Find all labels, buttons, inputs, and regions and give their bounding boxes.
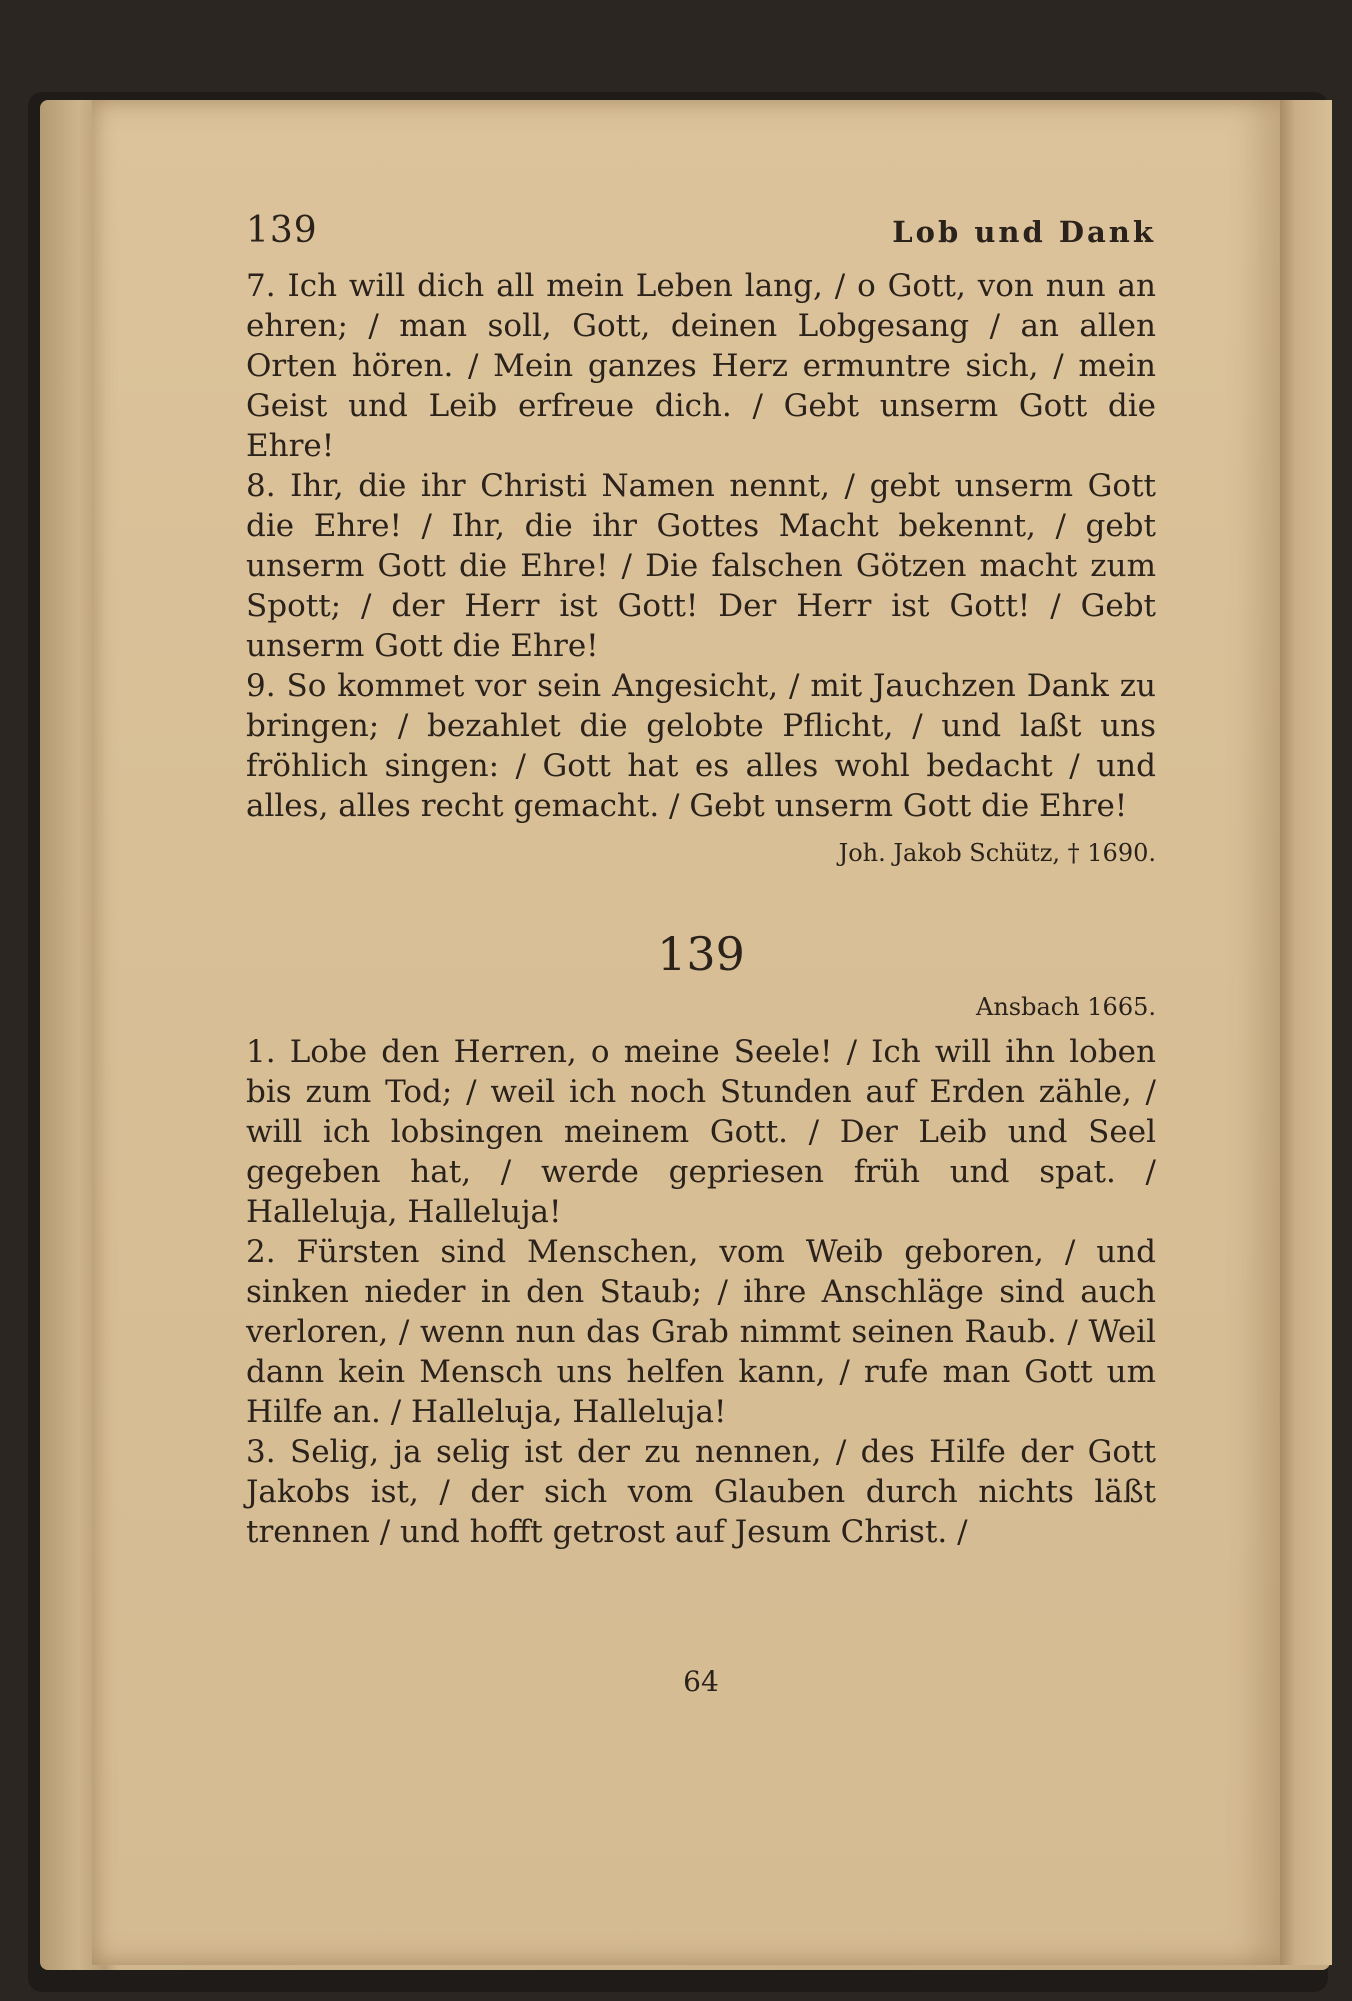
folio-number: 64 bbox=[683, 1665, 719, 1698]
verse-3: 3. Selig, ja selig ist der zu nennen, / des Hilfe der Gott Jakobs ist, / der sich vom Glauben durch nichts läßt trennen / und hofft getrost auf Jesum Christ. / bbox=[246, 1434, 1156, 1550]
verse-8: 8. Ihr, die ihr Christi Namen nennt, / gebt unserm Gott die Ehre! / Ihr, die ihr Gottes Macht bekennt, / gebt unserm Gott die Ehre! / Die falschen Götzen macht zum Spott; / der Herr ist Gott! Der Herr ist Gott! / Gebt unserm Gott die Ehre! bbox=[246, 468, 1156, 664]
author-attribution: Joh. Jakob Schütz, † 1690. bbox=[838, 839, 1156, 867]
hymn-source: Ansbach 1665. bbox=[975, 993, 1156, 1021]
hymn-number: 139 bbox=[657, 927, 745, 981]
verse-1: 1. Lobe den Herren, o meine Seele! / Ich will ihn loben bis zum Tod; / weil ich noch Stunden auf Erden zähle, / will ich lobsingen meinem Gott. / Der Leib und Seel gegeben hat, / werde gepriesen früh und spat. / Halleluja, Halleluja! bbox=[246, 1034, 1156, 1230]
hymn-page-number: 139 bbox=[246, 210, 318, 251]
page-header bbox=[246, 210, 1156, 266]
verse-9: 9. So kommet vor sein Angesicht, / mit Jauchzen Dank zu bringen; / bezahlet die gelobte Pflicht, / und laßt uns fröhlich singen: / Gott hat es alles wohl bedacht / und alles, alles recht gemacht. / Gebt unserm Gott die Ehre! bbox=[246, 668, 1156, 824]
page-gutter bbox=[1280, 100, 1332, 1965]
page-content bbox=[246, 210, 1156, 1552]
verse-7: 7. Ich will dich all mein Leben lang, / o Gott, von nun an ehren; / man soll, Gott, deinen Lobgesang / an allen Orten hören. / Mein ganzes Herz ermuntre sich, / mein Geist und Leib erfreue dich. / Gebt unserm Gott die Ehre! bbox=[246, 268, 1156, 464]
running-title: Lob und Dank bbox=[892, 215, 1156, 249]
verse-2: 2. Fürsten sind Menschen, vom Weib geboren, / und sinken nieder in den Staub; / ihre Anschläge sind auch verloren, / wenn nun das Grab nimmt seinen Raub. / Weil dann kein Mensch uns helfen kann, / rufe man Gott um Hilfe an. / Halleluja, Halleluja! bbox=[246, 1234, 1156, 1430]
